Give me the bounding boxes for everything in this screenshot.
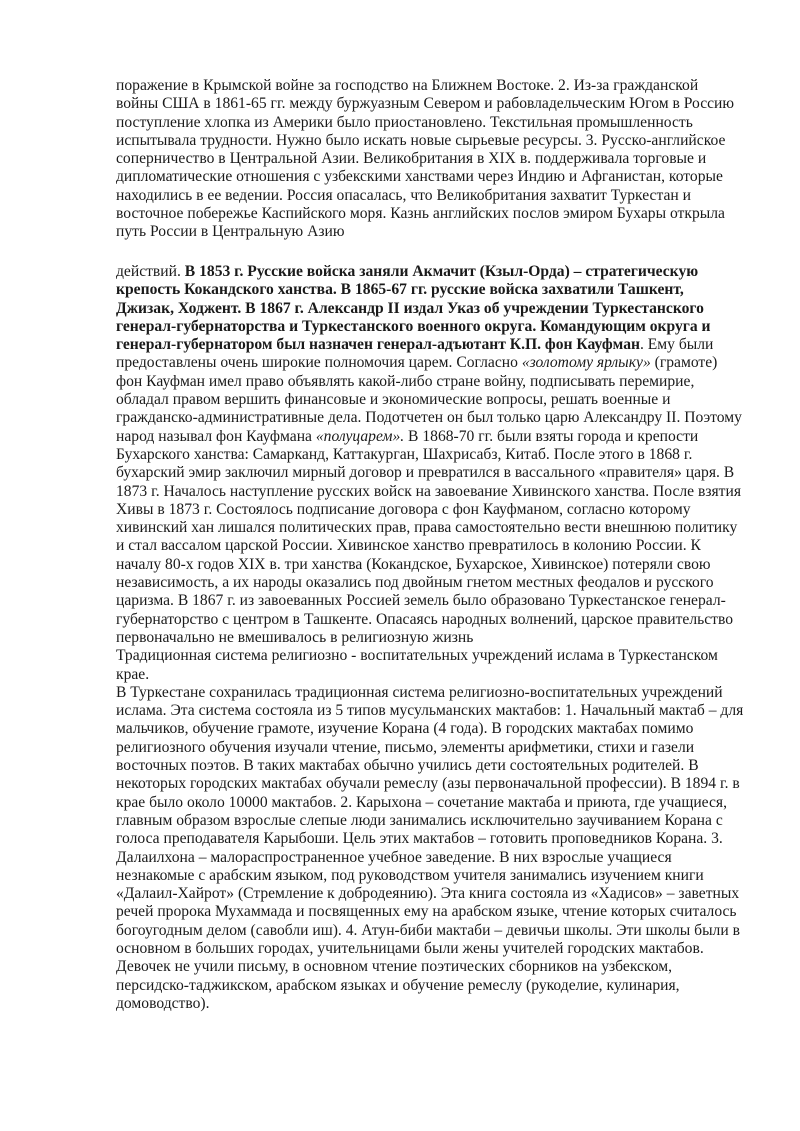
paragraph-conquest-lead: действий.: [116, 263, 185, 280]
bold-conquest-statement: В 1853 г. Русские войска заняли Акмачит (Кзыл-Орда) – стратегическую крепость Кокандского ханства. В 1865-67 гг. русские войска захватили Ташкент, Джизак, Ходжент. В 1867 г. Александр II издал Указ об учреждении Туркестанского генерал-губернаторства и Туркестанского военного округа. Командующим округа и генерал-губернатором был назначен генерал-адъютант К.П. фон Кауфман: [116, 263, 711, 354]
text-block-top: [116, 77, 744, 242]
paragraph-maktabs: В Туркестане сохранилась традиционная система религиозно-воспитательных учреждений ислама. Эта система состояла из 5 типов мусульманских мактабов: 1. Начальный мактаб – для мальчиков, обучение грамоте, изучение Корана (4 года). В городских мактабах помимо религиозного обучения изучали чтение, письмо, элементы арифметики, стихи и газели восточных поэтов. В таких мактабах обычно учились дети состоятельных родителей. В некоторых городских мактабах обучали ремеслу (азы первоначальной профессии). В 1894 г. в крае было около 10000 мактабов. 2. Карыхона – сочетание мактаба и приюта, где учащиеся, главным образом взрослые слепые люди занимались исключительно заучиванием Корана с голоса преподавателя Карыбоши. Цель этих мактабов – готовить проповедников Корана. 3. Далаилхона – малораспространенное учебное заведение. В них взрослые учащиеся незнакомые с арабским языком, под руководством учителя занимались изучением книги «Далаил-Хайрот» (Стремление к добродеянию). Эта книга состояла из «Хадисов» – заветных речей пророка Мухаммада и посвященных ему на арабском языке, чтение которых считалось богоугодным делом (савобли иш). 4. Атун-биби мактаби – девичьи школы. Эти школы были в основном в больших городах, учительницами были жены учителей городских мактабов. Девочек не учили письму, в основном чтение поэтических сборников на узбекском, персидско-таджикском, арабском языках и обучение ремеслу (рукоделие, кулинария, домоводство).: [116, 683, 744, 1012]
paragraph-conquest: [116, 263, 744, 647]
paragraph-conquest-text: . Ему были предоставлены очень широкие полномочия царем. Согласно: [116, 336, 714, 372]
text-block-main: [116, 263, 744, 1013]
section-heading: Традиционная система религиозно - воспитательных учреждений ислама в Туркестанском крае.: [116, 647, 718, 683]
italic-golden-yarlyk: «золотому ярлыку»: [521, 354, 651, 372]
italic-half-tsar: «полуцарем».: [315, 427, 405, 445]
paragraph-conquest-tail: В 1868-70 гг. были взяты города и крепости Бухарского ханства: Самарканд, Каттакурган, Шахрисабз, Китаб. После этого в 1868 г. бухарский эмир заключил мирный договор и превратился в вассального «правителя» царя. В 1873 г. Началось наступление русских войск на завоевание Хивинского ханства. После взятия Хивы в 1873 г. Состоялось подписание договора с фон Кауфманом, согласно которому хивинский хан лишался политических прав, права самостоятельно вести внешнюю политику и стал вассалом царской России. Хивинское ханство превратилось в колонию России. К началу 80-х годов XIX в. три ханства (Кокандское, Бухарское, Хивинское) потеряли свою независимость, а их народы оказались под двойным гнетом местных феодалов и русского царизма. В 1867 г. из завоеванных Россией земель было образовано Туркестанское генерал-губернаторство с центром в Ташкенте. Опасаясь народных волнений, царское правительство первоначально не вмешивалось в религиозную жизнь: [116, 427, 741, 646]
paragraph-causes: поражение в Крымской войне за господство на Ближнем Востоке. 2. Из-за гражданской войны США в 1861-65 гг. между буржуазным Севером и рабовладельческим Югом в Россию поступление хлопка из Америки было приостановлено. Текстильная промышленность испытывала трудности. Нужно было искать новые сырьевые ресурсы. 3. Русско-английское соперничество в Центральной Азии. Великобритания в XIX в. поддерживала торговые и дипломатические отношения с узбекскими ханствами через Индию и Афганистан, которые находились в ее ведении. Россия опасалась, что Великобритания захватит Туркестан и восточное побережье Каспийского моря. Казнь английских послов эмиром Бухары открыла путь России в Центральную Азию: [116, 77, 735, 241]
paragraph-conquest-text-2: (грамоте) фон Кауфман имел право объявлять какой-либо стране войну, подписывать перемирие, обладал правом вершить финансовые и экономические вопросы, решать военные и гражданско-административные дела. Подотчетен он был только царю Александру II. Поэтому народ называл фон Кауфмана: [116, 354, 742, 445]
